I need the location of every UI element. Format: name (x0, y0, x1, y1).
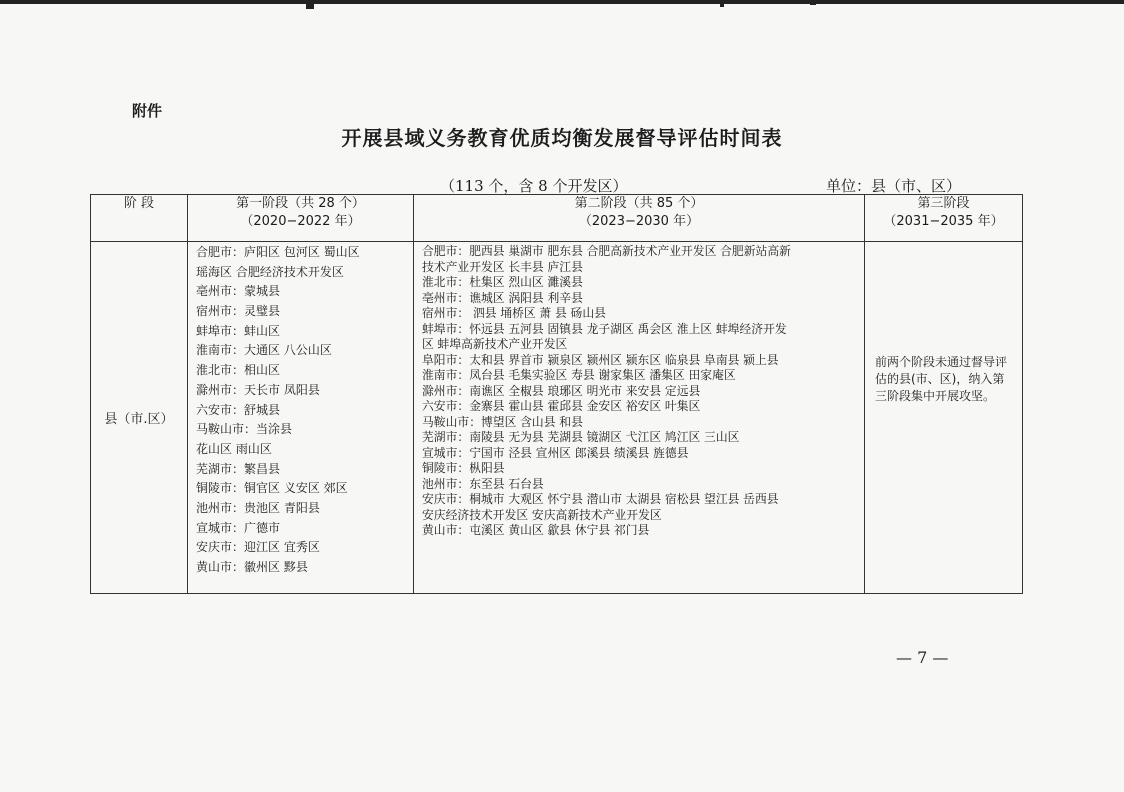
list-line: 蚌埠市：蚌山区 (196, 323, 281, 338)
stage-header: 阶 段 (91, 195, 188, 242)
unit-label: 单位：县（市、区） (826, 177, 962, 195)
list-line: 马鞍山市：当涂县 (196, 422, 293, 437)
list-line: 淮南市：大通区 八公山区 (196, 343, 332, 358)
list-line: 阜阳市：太和县 界首市 颍泉区 颍州区 颍东区 临泉县 阜南县 颍上县 (422, 352, 779, 367)
list-line: 花山区 雨山区 (196, 441, 272, 456)
phase3-title: 第三阶段 (917, 196, 970, 211)
list-line: 安庆市：桐城市 大观区 怀宁县 潜山市 太湖县 宿松县 望江县 岳西县 (422, 492, 779, 506)
count-subtitle: （113 个，含 8 个开发区） (440, 177, 628, 195)
list-line: 黄山市：屯溪区 黄山区 歙县 休宁县 祁门县 (422, 523, 650, 537)
list-line: 池州市：东至县 石台县 (422, 476, 544, 491)
list-line: 芜湖市：繁昌县 (196, 461, 281, 476)
list-line: 马鞍山市：博望区 含山县 和县 (422, 414, 583, 429)
phase1-title: 第一阶段（共 28 个） (236, 196, 365, 211)
list-line: 宣城市：宁国市 泾县 宣州区 郎溪县 绩溪县 旌德县 (422, 445, 689, 460)
list-line: 宣城市：广德市 (196, 520, 281, 535)
list-line: 铜陵市：枞阳县 (422, 461, 505, 475)
list-line: 瑶海区 合肥经济技术开发区 (196, 264, 344, 279)
phase2-title: 第二阶段（共 85 个） (574, 196, 704, 211)
phase3-years: （2031−2035 年） (883, 214, 1004, 229)
header-row (91, 195, 1023, 242)
list-line: 安庆经济技术开发区 安庆高新技术产业开发区 (422, 507, 662, 522)
list-line: 芜湖市：南陵县 无为县 芜湖县 镜湖区 弋江区 鸠江区 三山区 (422, 430, 740, 444)
list-line: 淮南市：凤台县 毛集实验区 寿县 谢家集区 潘集区 田家庵区 (422, 368, 736, 382)
phase2-header (414, 195, 865, 242)
list-line: 宿州市：灵璧县 (196, 304, 281, 319)
list-line: 蚌埠市：怀远县 五河县 固镇县 龙子湖区 禹会区 淮上区 蚌埠经济开发 (422, 321, 787, 336)
page-title: 开展县域义务教育优质均衡发展督导评估时间表 (341, 126, 783, 150)
list-line: 滁州市：天长市 凤阳县 (196, 382, 320, 397)
phase1-list (188, 242, 414, 594)
list-line: 黄山市：徽州区 黟县 (196, 560, 308, 574)
list-line: 池州市：贵池区 青阳县 (196, 500, 320, 515)
phase2-list (414, 242, 865, 594)
list-line: 安庆市：迎江区 宜秀区 (196, 540, 320, 555)
phase2-years: （2023−2030 年） (578, 214, 700, 229)
scan-edge-marks (0, 0, 1124, 14)
list-line: 亳州市：谯城区 涡阳县 利辛县 (422, 290, 583, 305)
list-line: 滁州市：南谯区 全椒县 琅琊区 明光市 来安县 定远县 (422, 383, 701, 398)
schedule-table (90, 194, 1023, 594)
list-line: 六安市：舒城县 (196, 402, 281, 417)
list-line: 淮北市：杜集区 烈山区 濉溪县 (422, 275, 583, 289)
list-line: 技术产业开发区 长丰县 庐江县 (422, 259, 583, 274)
attachment-label: 附件 (132, 102, 163, 120)
list-line: 六安市：金寨县 霍山县 霍邱县 金安区 裕安区 叶集区 (422, 399, 701, 413)
list-line: 区 蚌埠高新技术产业开发区 (422, 337, 568, 351)
page-number: — 7 — (896, 648, 949, 667)
list-line: 亳州市：蒙城县 (196, 284, 281, 299)
list-line: 淮北市：相山区 (196, 363, 281, 378)
list-line: 宿州市： 泗县 埇桥区 萧 县 砀山县 (422, 306, 606, 320)
row-label: 县（市.区） (91, 242, 188, 594)
phase3-note: 前两个阶段未通过督导评估的县(市、区)，纳入第三阶段集中开展攻坚。 (865, 242, 1023, 594)
list-line: 铜陵市：铜官区 义安区 郊区 (196, 481, 348, 496)
phase1-years: （2020−2022 年） (240, 214, 361, 229)
county-row (91, 242, 1023, 594)
list-line: 合肥市：庐阳区 包河区 蜀山区 (196, 245, 360, 259)
phase3-header (865, 195, 1023, 242)
list-line: 合肥市：肥西县 巢湖市 肥东县 合肥高新技术产业开发区 合肥新站高新 (422, 244, 791, 258)
phase1-header (188, 195, 414, 242)
